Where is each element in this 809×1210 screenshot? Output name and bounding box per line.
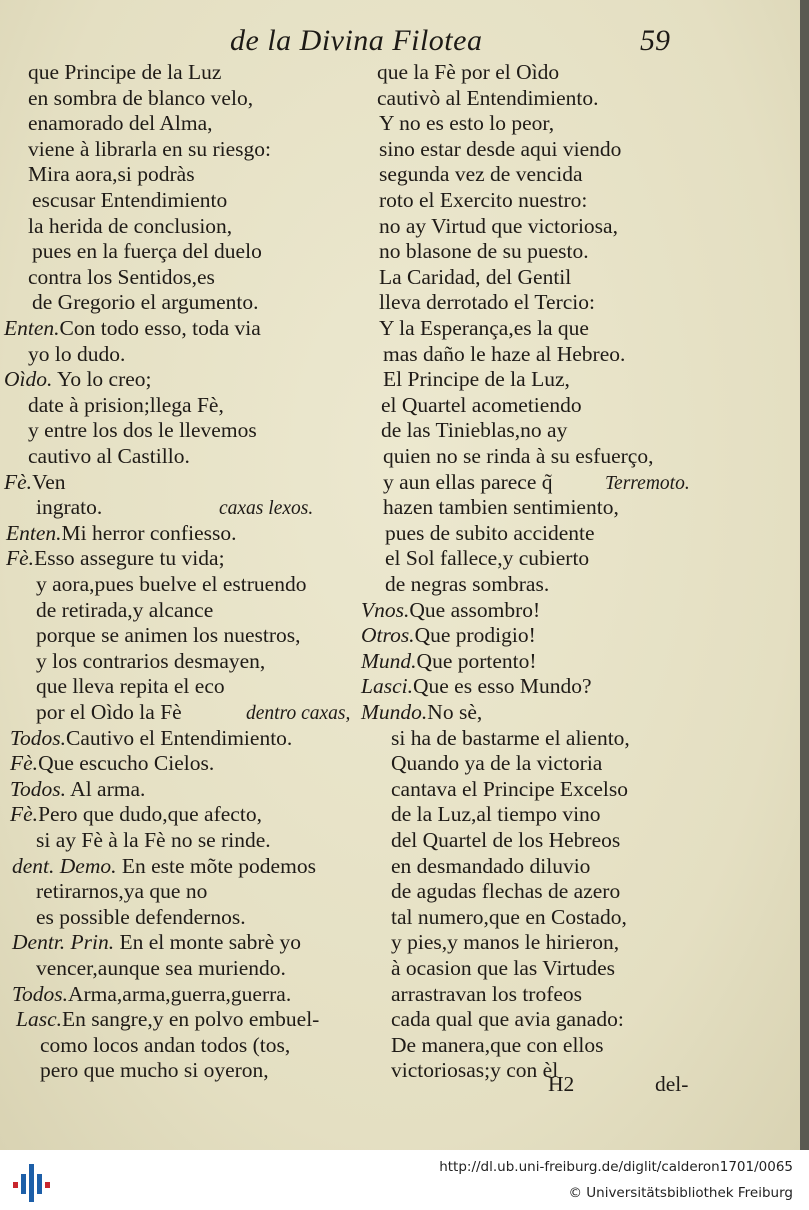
- verse-text: en sombra de blanco velo,: [28, 85, 254, 110]
- verse-text: sino estar desde aqui viendo: [379, 136, 622, 161]
- running-title: de la Divina Filotea: [230, 24, 483, 57]
- verse-line: [36, 956, 286, 982]
- verse-line: [28, 265, 215, 291]
- verse-text: la herida de conclusion,: [28, 213, 233, 238]
- verse-line: [379, 188, 587, 214]
- verse-line: [28, 86, 253, 112]
- verse-text: viene à librarla en su riesgo:: [28, 136, 271, 161]
- verse-text: cantava el Principe Excelso: [391, 776, 628, 801]
- verse-line: [361, 598, 540, 624]
- verse-line: [391, 777, 628, 803]
- stage-direction: dentro caxas,: [246, 703, 351, 724]
- verse-line: [28, 393, 224, 419]
- verse-line: [36, 598, 213, 624]
- verse-line: [391, 930, 619, 956]
- viewer-footer: [0, 1150, 809, 1210]
- verse-text: Con todo esso, toda via: [59, 316, 261, 340]
- verse-line: [383, 444, 653, 470]
- verse-line: [16, 1007, 319, 1033]
- verse-line: [379, 239, 589, 265]
- verse-line: [391, 802, 601, 828]
- catchword: del-: [655, 1072, 689, 1096]
- verse-line: [10, 726, 292, 752]
- verse-line: [10, 777, 145, 803]
- verse-text: y los contrarios desmayen,: [36, 648, 266, 673]
- verse-line: [36, 879, 207, 905]
- verse-text: de la Luz,al tiempo vino: [391, 802, 601, 827]
- verse-text: Y no es esto lo peor,: [379, 111, 555, 136]
- speaker-name: Enten.: [6, 520, 62, 545]
- copyright-notice: © Universitätsbibliothek Freiburg: [568, 1185, 793, 1201]
- verse-line: [381, 393, 582, 419]
- stage-direction: Terremoto.: [605, 472, 690, 494]
- verse-line: [28, 342, 125, 368]
- speaker-name: Todos.: [10, 725, 66, 750]
- verse-line: [6, 521, 236, 547]
- verse-line: [391, 828, 620, 854]
- verse-text: Mi herror confiesso.: [61, 520, 237, 545]
- verse-line: [391, 905, 627, 931]
- verse-text: no blasone de su puesto.: [379, 239, 589, 264]
- verse-line: [32, 188, 227, 214]
- verse-line: [4, 470, 66, 496]
- verse-line: [391, 956, 615, 982]
- verse-text: y aun ellas parece q̃: [383, 469, 553, 494]
- verse-line: [28, 214, 232, 240]
- verse-text: que lleva repita el eco: [36, 674, 225, 699]
- verse-text: Que portento!: [416, 648, 537, 673]
- verse-line: [4, 316, 261, 342]
- speaker-name: Fè.: [10, 751, 39, 776]
- verse-line: [391, 854, 590, 880]
- verse-line: [391, 982, 582, 1008]
- verse-text: no ay Virtud que victoriosa,: [379, 213, 618, 238]
- speaker-name: Enten.: [4, 316, 60, 340]
- verse-line: [379, 111, 554, 137]
- speaker-name: Dentr. Prin.: [12, 930, 115, 955]
- verse-text: por el Oìdo la Fè: [36, 700, 182, 724]
- verse-text: que la Fè por el Oìdo: [377, 60, 560, 84]
- verse-text: La Caridad, del Gentil: [379, 264, 572, 289]
- verse-line: [377, 60, 559, 86]
- verse-line: [12, 930, 301, 956]
- verse-text: No sè,: [427, 700, 483, 724]
- verse-line: [361, 700, 482, 726]
- verse-line: [391, 726, 630, 752]
- verse-text: enamorado del Alma,: [28, 111, 213, 136]
- verse-line: [383, 469, 690, 496]
- verse-text: yo lo dudo.: [28, 341, 126, 366]
- verse-text: de negras sombras.: [385, 572, 550, 596]
- verse-text: el Quartel acometiendo: [381, 392, 582, 417]
- speaker-name: Vnos.: [361, 597, 410, 622]
- verse-line: [6, 546, 225, 572]
- verse-text: es possible defendernos.: [36, 904, 246, 929]
- speaker-name: Todos.: [10, 776, 66, 801]
- verse-line: [379, 137, 621, 163]
- verse-text: que Principe de la Luz: [28, 60, 222, 84]
- verse-text: y aora,pues buelve el estruendo: [36, 572, 307, 596]
- verse-text: Que escucho Cielos.: [38, 751, 215, 776]
- verse-text: el Sol fallece,y cubierto: [385, 546, 590, 571]
- verse-line: [391, 751, 602, 777]
- speaker-name: Fè.: [6, 546, 35, 571]
- verse-text: de Gregorio el argumento.: [32, 290, 259, 315]
- verse-text: En este mõte podemos: [116, 853, 316, 878]
- verse-text: Pero que dudo,que afecto,: [38, 802, 262, 827]
- verse-text: à ocasion que las Virtudes: [391, 956, 616, 980]
- verse-line: [383, 367, 570, 393]
- verse-line: [36, 674, 225, 700]
- verse-text: pues de subito accidente: [385, 520, 595, 545]
- speaker-name: Mund.: [361, 648, 417, 673]
- verse-text: como locos andan todos (tos,: [40, 1032, 291, 1057]
- verse-text: victoriosas;y con èl: [391, 1058, 559, 1083]
- stage-direction: caxas lexos.: [219, 498, 314, 520]
- verse-text: retirarnos,ya que no: [36, 879, 208, 904]
- verse-line: [28, 137, 271, 163]
- speaker-name: Fè.: [10, 802, 39, 827]
- verse-text: tal numero,que en Costado,: [391, 904, 627, 929]
- verse-line: [385, 521, 595, 547]
- verse-line: [4, 367, 152, 393]
- verse-line: [379, 265, 571, 291]
- verse-text: vencer,aunque sea muriendo.: [36, 956, 286, 980]
- verse-line: [28, 111, 212, 137]
- verse-text: Quando ya de la victoria: [391, 751, 603, 776]
- verse-line: [391, 1058, 558, 1084]
- verse-text: De manera,que con ellos: [391, 1032, 604, 1057]
- verse-line: [36, 828, 271, 854]
- verse-text: Arma,arma,guerra,guerra.: [67, 981, 292, 1006]
- page-number: 59: [640, 24, 670, 57]
- verse-line: [36, 623, 301, 649]
- verse-text: pues en la fuerça del duelo: [32, 239, 262, 264]
- verse-text: pero que mucho si oyeron,: [40, 1058, 269, 1083]
- verse-text: Ven: [32, 469, 66, 494]
- verse-line: [32, 290, 258, 316]
- verse-line: [28, 60, 221, 86]
- verse-text: de retirada,y alcance: [36, 597, 214, 622]
- verse-line: [385, 572, 549, 598]
- verse-line: [12, 982, 291, 1008]
- verse-text: cautivò al Entendimiento.: [377, 85, 599, 110]
- ub-freiburg-logo-icon: [10, 1162, 52, 1204]
- verse-text: Que assombro!: [409, 597, 541, 622]
- verse-text: cada qual que avia ganado:: [391, 1007, 624, 1032]
- verse-text: del Quartel de los Hebreos: [391, 828, 621, 852]
- verse-line: [40, 1058, 269, 1084]
- verse-text: Mira aora,si podràs: [28, 162, 195, 187]
- signature-mark: H2: [548, 1072, 575, 1096]
- verse-line: [32, 239, 262, 265]
- verse-text: hazen tambien sentimiento,: [383, 495, 619, 520]
- verse-line: [36, 495, 314, 521]
- speaker-name: Mundo.: [361, 700, 428, 724]
- verse-line: [391, 1007, 624, 1033]
- verse-line: [10, 802, 262, 828]
- verse-line: [36, 700, 351, 726]
- verse-line: [391, 879, 620, 905]
- verse-line: [28, 418, 257, 444]
- speaker-name: Oìdo.: [4, 367, 53, 392]
- verse-text: en desmandado diluvio: [391, 853, 591, 878]
- speaker-name: Todos.: [12, 981, 68, 1006]
- verse-text: roto el Exercito nuestro:: [379, 188, 588, 212]
- verse-line: [381, 418, 567, 444]
- verse-line: [361, 674, 592, 700]
- speaker-name: Otros.: [361, 623, 415, 648]
- verse-text: Que es esso Mundo?: [412, 674, 592, 699]
- document-url-link[interactable]: http://dl.ub.uni-freiburg.de/diglit/calderon1701/0065: [439, 1159, 793, 1175]
- verse-text: El Principe de la Luz,: [383, 367, 570, 392]
- verse-line: [379, 214, 618, 240]
- verse-line: [391, 1033, 604, 1059]
- verse-line: [361, 623, 536, 649]
- verse-text: date à prision;llega Fè,: [28, 392, 224, 417]
- verse-text: En el monte sabrè yo: [114, 930, 302, 955]
- verse-line: [377, 86, 599, 112]
- verse-line: [40, 1033, 290, 1059]
- verse-text: de las Tinieblas,no ay: [381, 418, 568, 443]
- verse-text: porque se animen los nuestros,: [36, 623, 301, 648]
- verse-text: Que prodigio!: [414, 623, 536, 648]
- verse-line: [385, 546, 589, 572]
- verse-line: [383, 495, 619, 521]
- verse-line: [36, 649, 265, 675]
- verse-line: [361, 649, 537, 675]
- verse-text: y entre los dos le llevemos: [28, 418, 257, 443]
- page-edge: [800, 0, 809, 1150]
- verse-line: [10, 751, 214, 777]
- verse-text: de agudas flechas de azero: [391, 879, 621, 904]
- verse-text: mas daño le haze al Hebreo.: [383, 341, 626, 366]
- verse-text: cautivo al Castillo.: [28, 444, 190, 468]
- verse-text: escusar Entendimiento: [32, 188, 228, 212]
- verse-text: Yo lo creo;: [52, 367, 152, 392]
- verse-text: Esso assegure tu vida;: [34, 546, 225, 571]
- verse-line: [36, 572, 306, 598]
- verse-text: Y la Esperança,es la que: [379, 316, 589, 340]
- verse-text: si ay Fè à la Fè no se rinde.: [36, 828, 271, 852]
- verse-text: si ha de bastarme el aliento,: [391, 725, 630, 750]
- verse-text: Cautivo el Entendimiento.: [65, 725, 293, 750]
- verse-line: [12, 854, 316, 880]
- verse-line: [28, 162, 195, 188]
- verse-text: y pies,y manos le hirieron,: [391, 930, 620, 955]
- speaker-name: Lasc.: [16, 1007, 62, 1032]
- verse-text: En sangre,y en polvo embuel-: [62, 1007, 320, 1032]
- verse-text: contra los Sentidos,es: [28, 264, 215, 289]
- speaker-name: dent. Demo.: [12, 853, 117, 878]
- verse-line: [28, 444, 190, 470]
- verse-line: [379, 162, 583, 188]
- verse-text: quien no se rinda à su esfuerço,: [383, 444, 654, 468]
- verse-line: [36, 905, 246, 931]
- verse-text: lleva derrotado el Tercio:: [379, 290, 595, 315]
- speaker-name: Lasci.: [361, 674, 413, 699]
- verse-text: segunda vez de vencida: [379, 162, 583, 187]
- verse-line: [379, 316, 589, 342]
- verse-line: [379, 290, 595, 316]
- verse-text: ingrato.: [36, 495, 103, 520]
- verse-text: arrastravan los trofeos: [391, 981, 583, 1006]
- verse-text: Al arma.: [65, 776, 146, 801]
- speaker-name: Fè.: [4, 469, 33, 494]
- verse-line: [383, 342, 625, 368]
